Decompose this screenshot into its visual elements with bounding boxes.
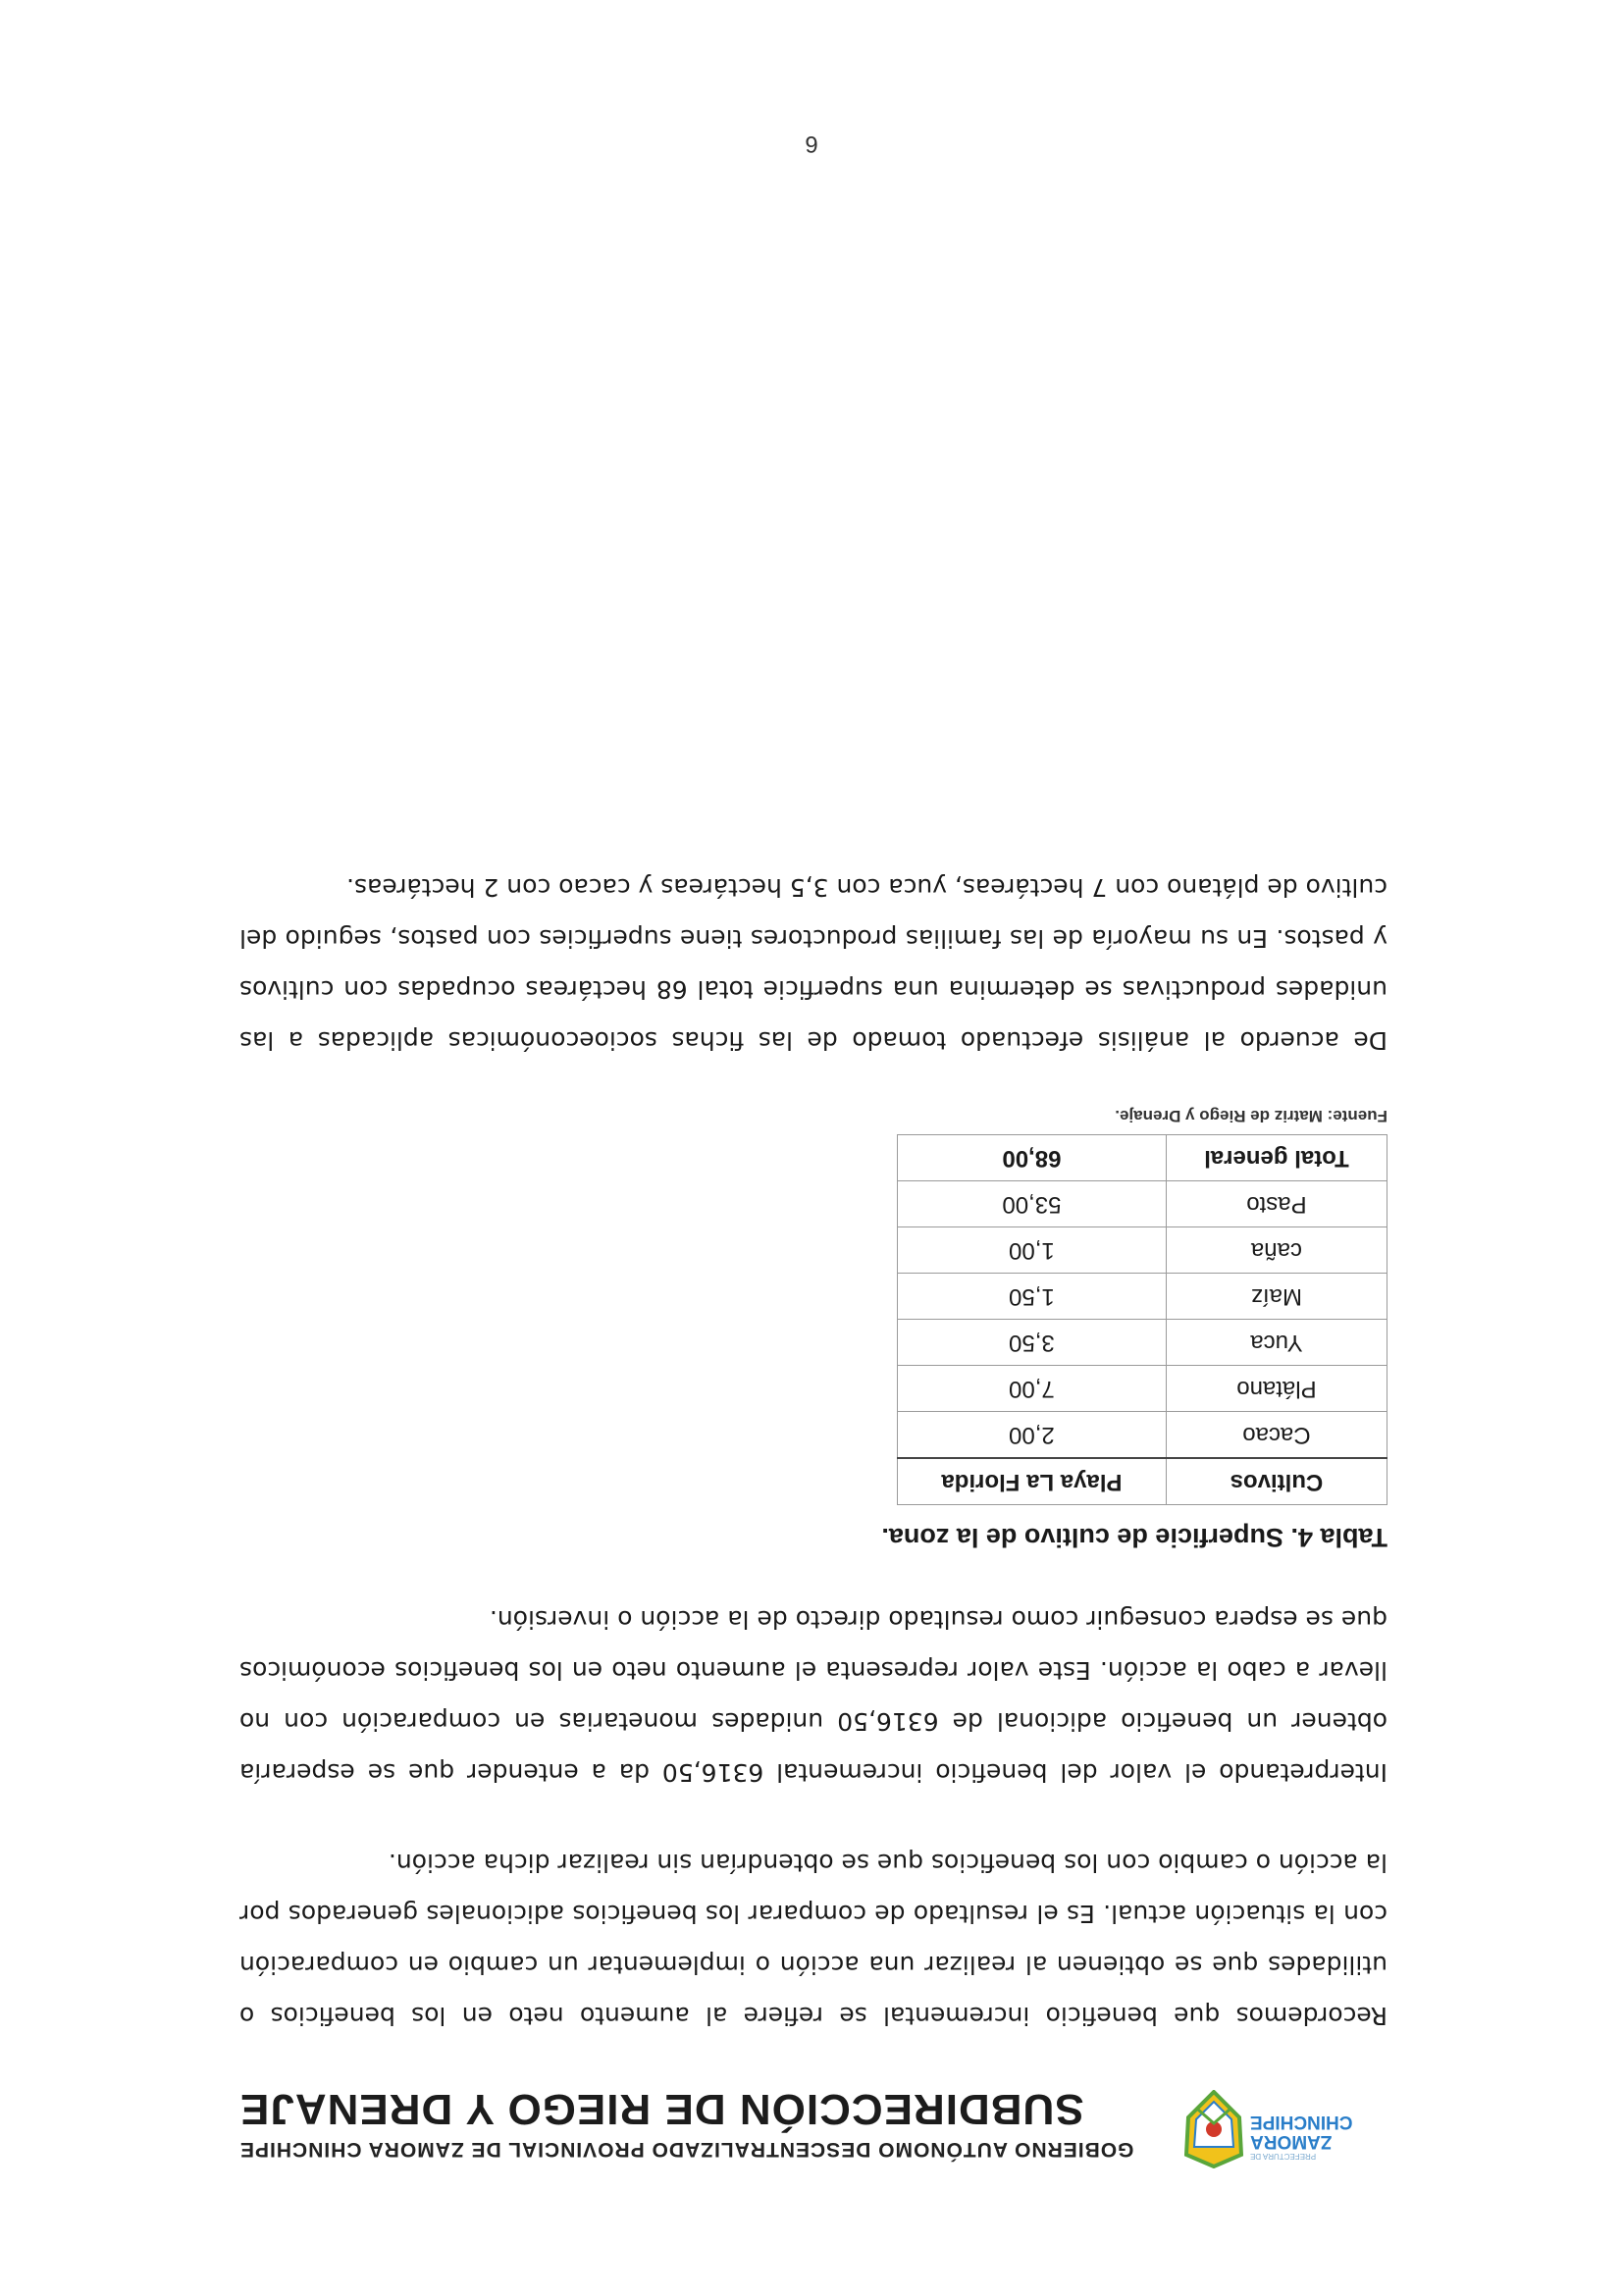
crop-area-table	[897, 1134, 1387, 1505]
crop-area: 3,50	[898, 1320, 1167, 1366]
page-number: 6	[805, 130, 818, 157]
logo-line1: ZAMORA	[1250, 2131, 1333, 2152]
header-institution: GOBIERNO AUTÓNOMO DESCENTRALIZADO PROVINCIAL DE ZAMORA CHINCHIPE	[239, 2138, 1134, 2161]
table-row	[898, 1227, 1387, 1274]
total-label: Total general	[1166, 1135, 1387, 1181]
table-row	[898, 1274, 1387, 1320]
logo-prefix: PREFECTURA DE	[1250, 2152, 1317, 2161]
header-department: SUBDIRECCIÓN DE RIEGO Y DRENAJE	[239, 2085, 1084, 2133]
table-header-row	[898, 1458, 1387, 1505]
crop-area: 1,00	[898, 1227, 1167, 1274]
paragraph-analysis: De acuerdo al análisis efectuado tomado de las fichas socioeconómicas aplicadas a las unidades productivas se determina una superficie total 68 hectáreas ocupadas con cultivos y pastos. En su mayoría de las familias productores tiene superficies con pastos, seguido del cultivo de plátano con 7 hectáreas, yuca con 3,5 hectáreas y cacao con 2 hectáreas.	[239, 873, 1387, 1055]
table-source: Fuente: Matriz de Riego y Drenaje.	[1115, 1107, 1387, 1125]
column-header-location: Playa La Florida	[898, 1458, 1167, 1505]
crop-area: 7,00	[898, 1366, 1167, 1412]
total-value: 68,00	[898, 1135, 1167, 1181]
crop-name: Plátano	[1166, 1366, 1387, 1412]
page-header	[239, 2070, 1387, 2178]
crop-name: Maíz	[1166, 1274, 1387, 1320]
table-total-row	[898, 1135, 1387, 1181]
crop-area: 53,00	[898, 1181, 1167, 1227]
crop-name: Yuca	[1166, 1320, 1387, 1366]
paragraph-interpretation: Interpretando el valor del beneficio incremental 6316,50 da a entender que se esperaría obtener un beneficio adicional de 6316,50 unidades monetarias en comparación con no llevar a cabo la acción. Este valor representa el aumento neto en los beneficios económicos que se espera conseguir como resultado directo de la acción o inversión.	[239, 1605, 1387, 1787]
table-row	[898, 1320, 1387, 1366]
paragraph-incremental-benefit: Recordemos que beneficio incremental se refiere al aumento neto en los beneficios o utilidades que se obtienen al realizar una acción o implementar un cambio en comparación con la situación actual. Es el resultado de comparar los beneficios adicionales generados por la acción o cambio con los beneficios que se obtendrían sin realizar dicha acción.	[239, 1849, 1387, 2030]
table-row	[898, 1181, 1387, 1227]
crop-name: caña	[1166, 1227, 1387, 1274]
crop-area: 1,50	[898, 1274, 1167, 1320]
column-header-crops: Cultivos	[1166, 1458, 1387, 1505]
logo-line2: CHINCHIPE	[1250, 2112, 1353, 2132]
crop-name: Cacao	[1166, 1412, 1387, 1459]
table-caption: Tabla 4. Superficie de cultivo de la zona.	[881, 1523, 1387, 1552]
table-row	[898, 1412, 1387, 1459]
table-row	[898, 1366, 1387, 1412]
crop-area: 2,00	[898, 1412, 1167, 1459]
crop-name: Pasto	[1166, 1181, 1387, 1227]
page-content	[239, 822, 1387, 2041]
